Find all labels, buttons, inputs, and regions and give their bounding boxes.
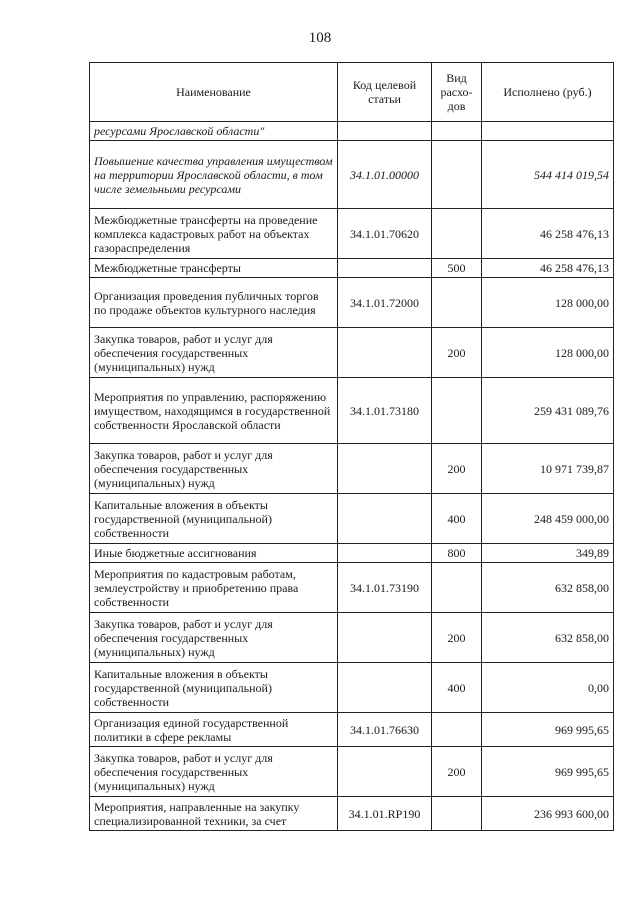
cell-name: Капитальные вложения в объекты государственной (муниципальной) собственности <box>90 663 338 713</box>
page-number: 108 <box>308 30 332 46</box>
table-row <box>90 122 614 141</box>
cell-type <box>432 141 482 209</box>
cell-amount <box>482 122 614 141</box>
cell-type: 800 <box>432 544 482 563</box>
header-amount: Исполнено (руб.) <box>482 63 614 122</box>
table-row <box>90 444 614 494</box>
cell-type: 400 <box>432 663 482 713</box>
table-row <box>90 747 614 797</box>
cell-name: Межбюджетные трансферты <box>90 259 338 278</box>
cell-code <box>338 494 432 544</box>
cell-name: ресурсами Ярославской области" <box>90 122 338 141</box>
cell-code: 34.1.01.76630 <box>338 713 432 747</box>
table-row <box>90 797 614 831</box>
cell-code <box>338 544 432 563</box>
cell-code: 34.1.01.70620 <box>338 209 432 259</box>
table-row <box>90 141 614 209</box>
table-row <box>90 663 614 713</box>
table-row <box>90 209 614 259</box>
cell-amount: 969 995,65 <box>482 713 614 747</box>
table-row <box>90 278 614 328</box>
table-row <box>90 378 614 444</box>
cell-name: Капитальные вложения в объекты государственной (муниципальной) собственности <box>90 494 338 544</box>
cell-name: Мероприятия по управлению, распоряжению имуществом, находящимся в государственной собственности Ярославской области <box>90 378 338 444</box>
cell-type: 200 <box>432 747 482 797</box>
cell-amount: 128 000,00 <box>482 328 614 378</box>
cell-amount: 236 993 600,00 <box>482 797 614 831</box>
cell-name: Мероприятия, направленные на закупку специализированной техники, за счет <box>90 797 338 831</box>
cell-code: 34.1.01.73180 <box>338 378 432 444</box>
table-row <box>90 544 614 563</box>
cell-code <box>338 663 432 713</box>
cell-amount: 10 971 739,87 <box>482 444 614 494</box>
cell-type: 400 <box>432 494 482 544</box>
cell-amount: 632 858,00 <box>482 613 614 663</box>
table-row <box>90 563 614 613</box>
cell-amount: 248 459 000,00 <box>482 494 614 544</box>
cell-type <box>432 278 482 328</box>
cell-type <box>432 378 482 444</box>
table-header-row <box>90 63 614 122</box>
cell-amount: 969 995,65 <box>482 747 614 797</box>
cell-name: Закупка товаров, работ и услуг для обеспечения государственных (муниципальных) нужд <box>90 444 338 494</box>
cell-amount: 0,00 <box>482 663 614 713</box>
cell-name: Мероприятия по кадастровым работам, землеустройству и приобретению права собственности <box>90 563 338 613</box>
cell-type <box>432 797 482 831</box>
table-row <box>90 613 614 663</box>
cell-name: Межбюджетные трансферты на проведение комплекса кадастровых работ на объектах газораспределения <box>90 209 338 259</box>
header-code: Код целевой статьи <box>338 63 432 122</box>
table-row <box>90 713 614 747</box>
cell-code <box>338 444 432 494</box>
cell-name: Повышение качества управления имуществом на территории Ярославской области, в том числе земельными ресурсами <box>90 141 338 209</box>
cell-name: Закупка товаров, работ и услуг для обеспечения государственных (муниципальных) нужд <box>90 747 338 797</box>
cell-type <box>432 563 482 613</box>
cell-amount: 544 414 019,54 <box>482 141 614 209</box>
table-row <box>90 259 614 278</box>
cell-name: Закупка товаров, работ и услуг для обеспечения государственных (муниципальных) нужд <box>90 613 338 663</box>
cell-amount: 349,89 <box>482 544 614 563</box>
cell-code: 34.1.01.RP190 <box>338 797 432 831</box>
cell-code <box>338 259 432 278</box>
header-type: Вид расхо-дов <box>432 63 482 122</box>
cell-code: 34.1.01.73190 <box>338 563 432 613</box>
cell-amount: 46 258 476,13 <box>482 259 614 278</box>
cell-type: 500 <box>432 259 482 278</box>
cell-type <box>432 209 482 259</box>
cell-name: Организация проведения публичных торгов по продаже объектов культурного наследия <box>90 278 338 328</box>
cell-code <box>338 613 432 663</box>
cell-amount: 632 858,00 <box>482 563 614 613</box>
cell-name: Закупка товаров, работ и услуг для обеспечения государственных (муниципальных) нужд <box>90 328 338 378</box>
header-name: Наименование <box>90 63 338 122</box>
cell-code <box>338 328 432 378</box>
cell-code: 34.1.01.00000 <box>338 141 432 209</box>
cell-type: 200 <box>432 444 482 494</box>
cell-amount: 46 258 476,13 <box>482 209 614 259</box>
cell-type <box>432 713 482 747</box>
cell-name: Организация единой государственной политики в сфере рекламы <box>90 713 338 747</box>
cell-code <box>338 747 432 797</box>
cell-code: 34.1.01.72000 <box>338 278 432 328</box>
cell-amount: 128 000,00 <box>482 278 614 328</box>
cell-type: 200 <box>432 613 482 663</box>
table-row <box>90 494 614 544</box>
cell-code <box>338 122 432 141</box>
budget-table <box>89 62 614 831</box>
cell-amount: 259 431 089,76 <box>482 378 614 444</box>
cell-type <box>432 122 482 141</box>
cell-name: Иные бюджетные ассигнования <box>90 544 338 563</box>
table-row <box>90 328 614 378</box>
cell-type: 200 <box>432 328 482 378</box>
